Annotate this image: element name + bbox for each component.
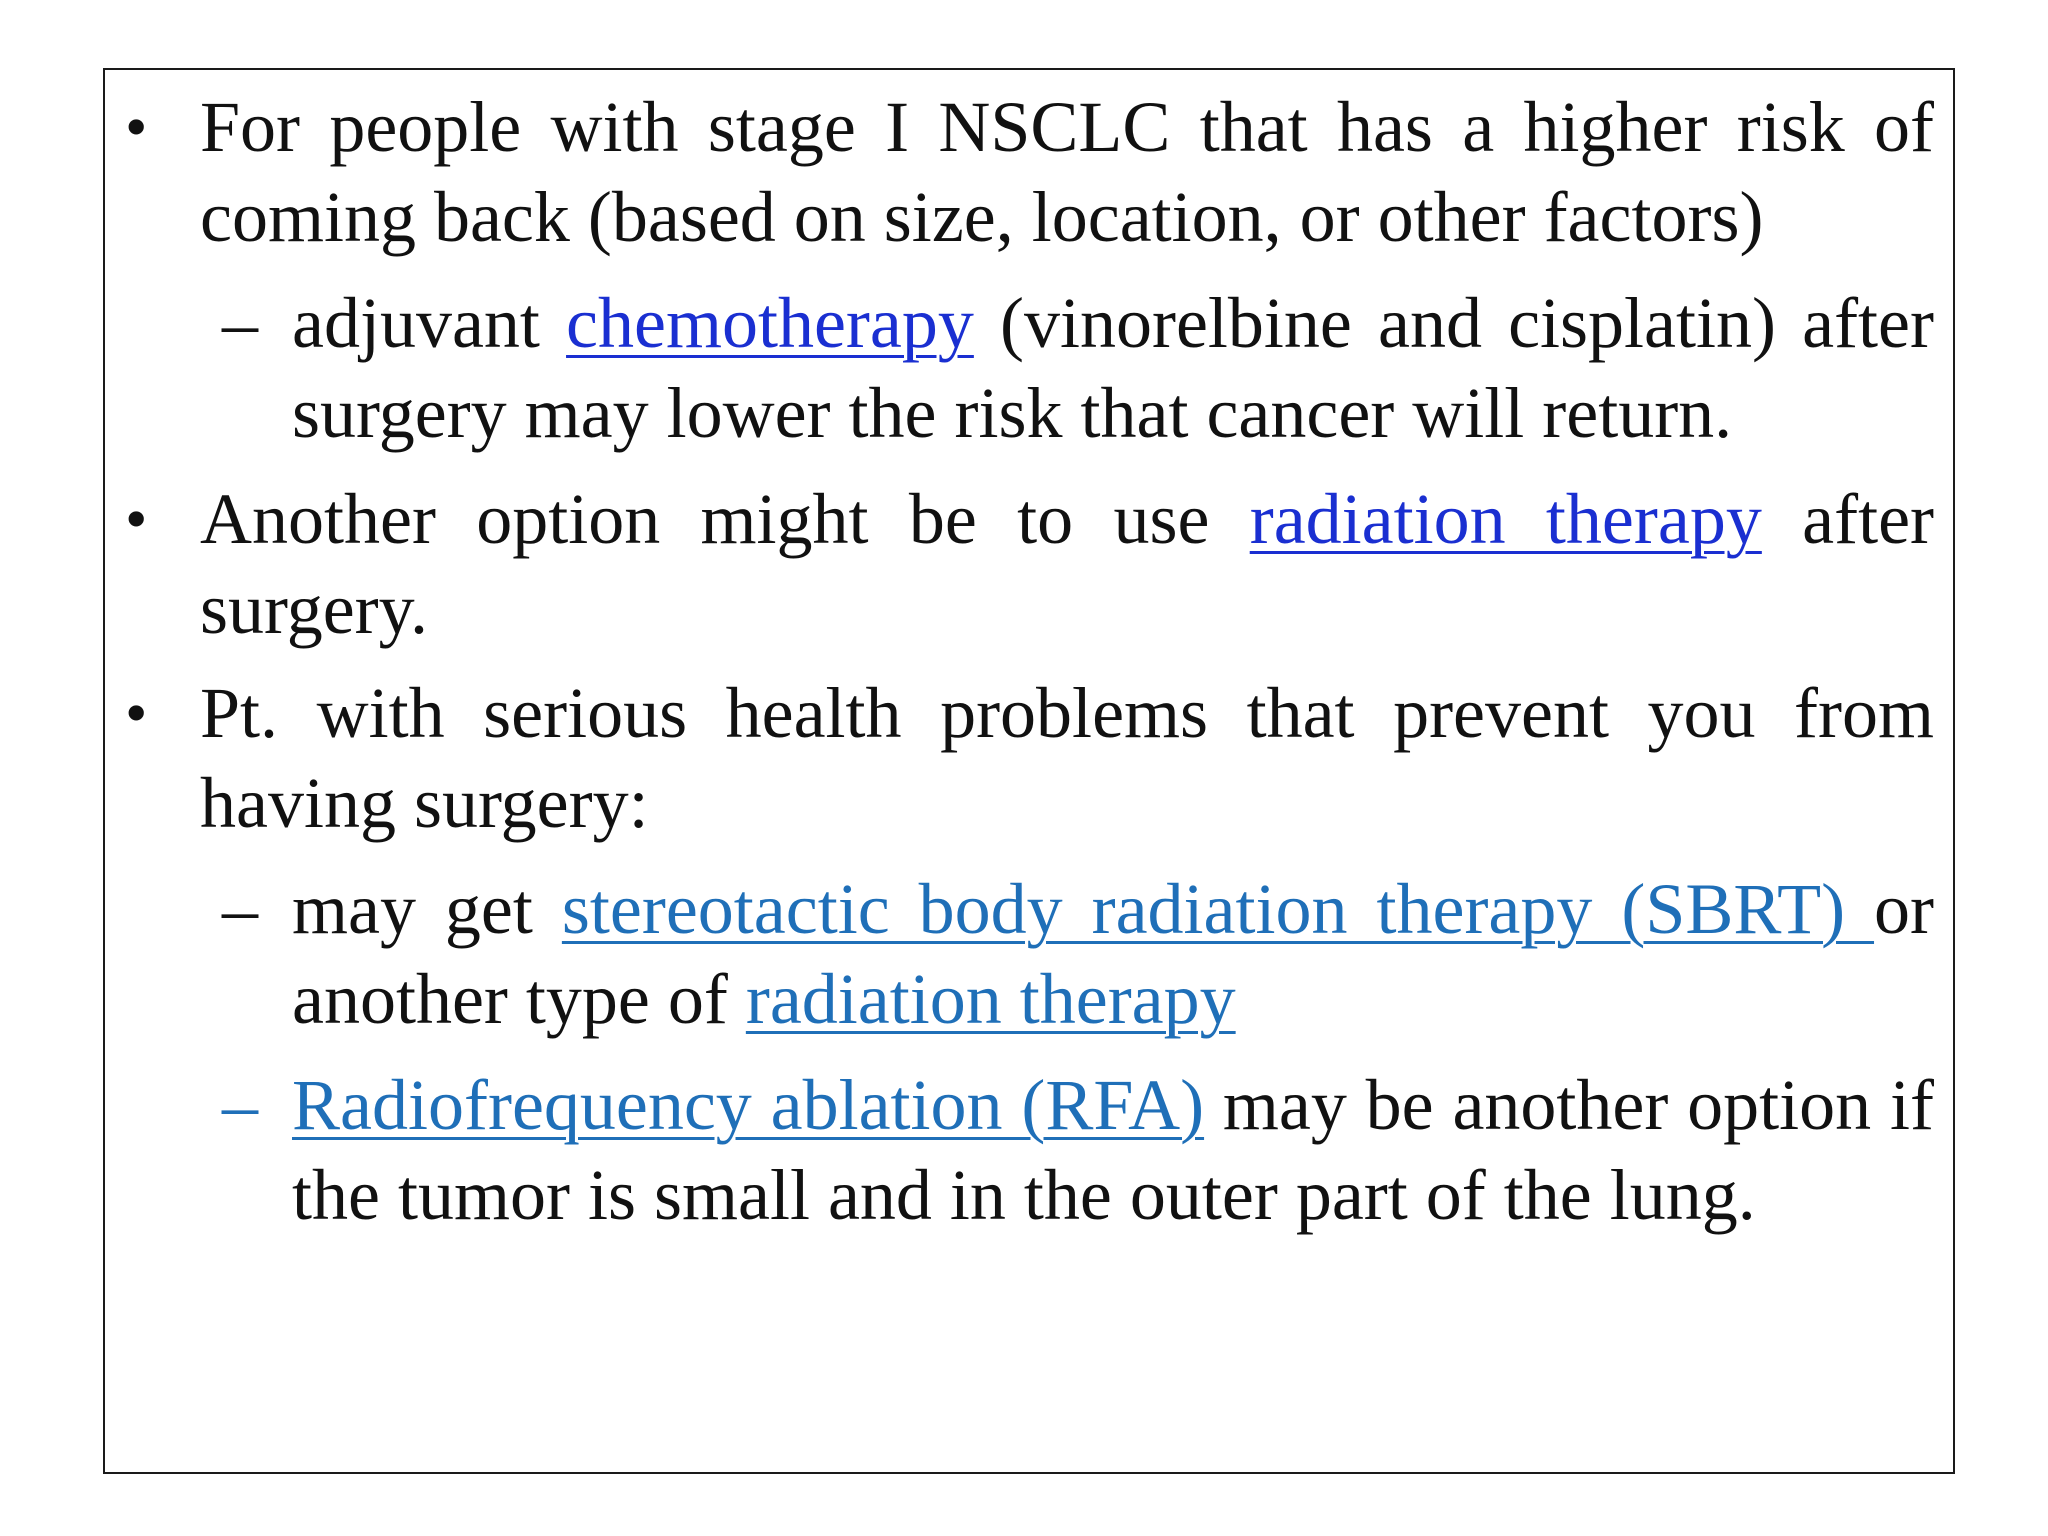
sbrt-link[interactable]: stereotactic body radiation therapy (SBRT) bbox=[561, 869, 1875, 949]
dash-marker: – bbox=[222, 283, 258, 363]
bullet-text-pre: Another option might be to use bbox=[200, 479, 1250, 559]
bullet-marker: • bbox=[125, 483, 148, 554]
radiation-therapy-link[interactable]: radiation therapy bbox=[1249, 479, 1762, 559]
sub-bullet-sbrt bbox=[222, 864, 1935, 1044]
dash-marker: – bbox=[222, 1065, 258, 1145]
sub-bullet-text-pre: adjuvant bbox=[292, 283, 567, 363]
sub-bullet-text-pre: may get bbox=[292, 869, 562, 949]
bullet-radiation-option bbox=[125, 474, 1935, 654]
sub-bullet-adjuvant-chemo bbox=[222, 278, 1934, 458]
bullet-text: Pt. with serious health problems that prevent you from having surgery: bbox=[200, 673, 1934, 843]
slide-content bbox=[125, 82, 1935, 1240]
bullet-stage-i-risk bbox=[125, 82, 1934, 262]
sub-bullet-text-mid: or another type of bbox=[292, 869, 1935, 1039]
radiation-therapy-link-2[interactable]: radiation therapy bbox=[745, 959, 1236, 1039]
bullet-marker: • bbox=[125, 91, 148, 162]
sub-bullet-text-post: may be another option if the tumor is small and in the outer part of the lung. bbox=[292, 1065, 1934, 1235]
bullet-marker: • bbox=[125, 677, 148, 748]
rfa-link[interactable]: Radiofrequency ablation (RFA) bbox=[292, 1065, 1205, 1145]
bullet-text-post: after surgery. bbox=[200, 479, 1935, 649]
sub-bullet-rfa bbox=[222, 1060, 1934, 1240]
chemotherapy-link[interactable]: chemotherapy bbox=[566, 283, 974, 363]
dash-marker: – bbox=[222, 869, 258, 949]
sub-bullet-text-post: (vinorelbine and cisplatin) after surgery may lower the risk that cancer will return. bbox=[292, 283, 1934, 453]
bullet-serious-health-problems bbox=[125, 668, 1934, 848]
bullet-text: For people with stage I NSCLC that has a higher risk of coming back (based on size, location, or other factors) bbox=[200, 87, 1934, 257]
